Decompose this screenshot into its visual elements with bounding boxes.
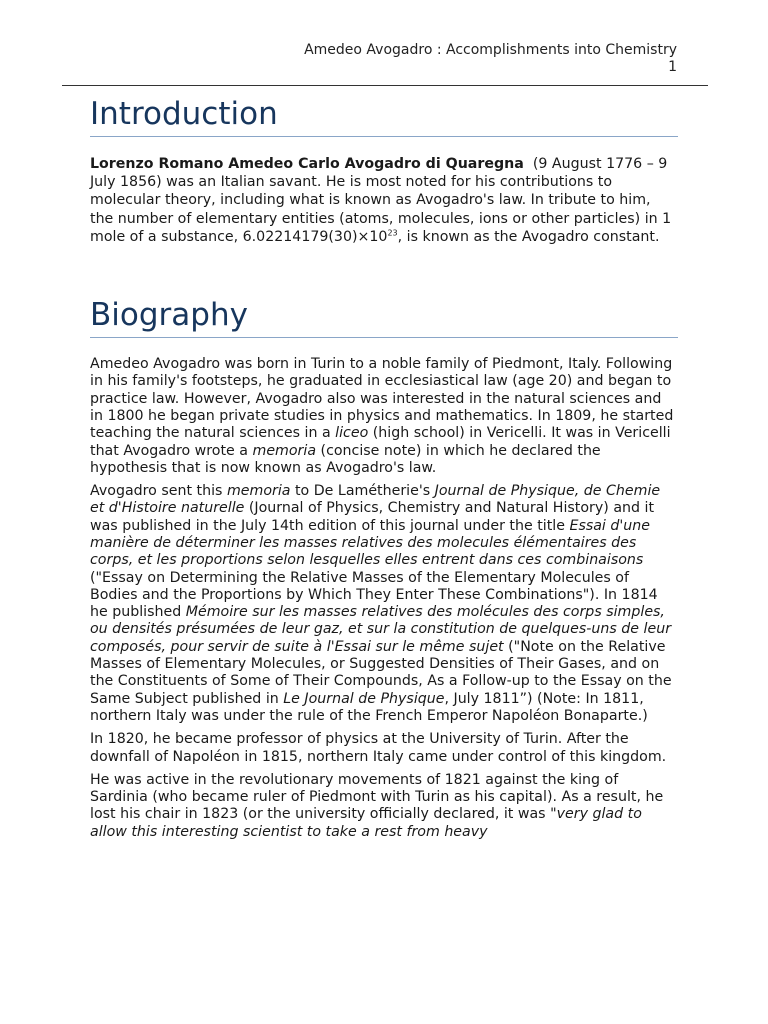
bio-p1-text-a: Amedeo Avogadro was born in Turin to a noble family of Piedmont, Italy. Following in his family's footsteps, he graduated in ecclesiastical law (age 20) and began to practice law. However, Avogadro also was interested in the natural sciences and in 1800 he began private studies in physics and mathematics. In 1809, he started teaching the natural sciences in a	[90, 356, 674, 442]
full-name: Lorenzo Romano Amedeo Carlo Avogadro di Quaregna	[90, 156, 524, 172]
bio-p2-text-f: , July 1811”) (Note: In 1811, northern Italy was under the rule of the French Emperor Napoléon Bonaparte.)	[90, 690, 648, 724]
running-title: Amedeo Avogadro : Accomplishments into Chemistry	[304, 42, 677, 58]
biography-heading: Biography	[90, 297, 678, 338]
intro-text-a: (9 August 1776 – 9 July 1856) was an Italian savant. He is most noted for his contributions to molecular theory, including what is known as Avogadro's law. In tribute to him, the number of elementary entities (atoms, molecules, ions or other particles) in 1 mole of a substance, 6.02214179(30)×10	[90, 156, 672, 245]
bio-p2-text-e: ("Note on the Relative Masses of Elementary Molecules, or Suggested Densities of Their Gases, and on the Constituents of Some of Their Compounds, As a Follow-up to the Essay on the Same Subject published in	[90, 638, 672, 707]
bio-p1-text-c: (concise note) in which he declared the hypothesis that is now known as Avogadro's law.	[90, 442, 601, 476]
bio-p2-text-c: (Journal of Physics, Chemistry and Natural History) and it was published in the July 14th edition of this journal under the title	[90, 500, 655, 534]
bio-p1-liceo: liceo	[335, 425, 369, 442]
biography-paragraph-3: In 1820, he became professor of physics at the University of Turin. After the downfall of Napoléon in 1815, northern Italy came under control of this kingdom.	[90, 731, 667, 765]
bio-p2-text-b: to De Lamétherie's	[290, 483, 435, 500]
header-divider	[62, 85, 708, 86]
bio-p2-memoire-title: Mémoire sur les masses relatives des molécules des corps simples, ou densités présumées de leur gaz, et sur la constitution de quelques-uns de leur composés, pour servir de suite à l'Essai sur le même sujet	[90, 604, 672, 655]
avogadro-exponent: 23	[387, 228, 398, 238]
bio-p2-text-d: ("Essay on Determining the Relative Masses of the Elementary Molecules of Bodies and the Proportions by Which They Enter These Combinations"). In 1814 he published	[90, 569, 658, 621]
bio-p2-memoria: memoria	[226, 483, 291, 500]
biography-paragraph-2	[90, 483, 678, 725]
introduction-paragraph	[90, 155, 678, 246]
running-header	[304, 42, 677, 76]
intro-text-b: , is known as the Avogadro constant.	[397, 228, 660, 245]
document-body	[90, 90, 678, 841]
bio-p4-text-a: He was active in the revolutionary movements of 1821 against the king of Sardinia (who became ruler of Piedmont with Turin as his capital). As a result, he lost his chair in 1823 (or the university officially declared, it was "	[90, 771, 664, 823]
bio-p2-le-journal: Le Journal de Physique	[283, 690, 445, 707]
biography-paragraph-4	[90, 772, 678, 841]
bio-p2-essai-title: Essai d'une manière de déterminer les masses relatives des molecules élémentaires des corps, et les proportions selon lesquelles elles entrent dans ces combinaisons	[90, 517, 650, 569]
bio-p1-text-b: (high school) in Vericelli. It was in Vericelli that Avogadro wrote a	[90, 425, 671, 459]
bio-p1-memoria: memoria	[252, 442, 317, 459]
bio-p2-text-a: Avogadro sent this	[90, 483, 227, 500]
introduction-heading: Introduction	[90, 90, 678, 137]
page-number: 1	[668, 59, 677, 75]
biography-paragraph-1	[90, 356, 678, 477]
bio-p4-quote: very glad to allow this interesting scientist to take a rest from heavy	[90, 806, 642, 840]
bio-p2-journal-title: Journal de Physique, de Chemie et d'Histoire naturelle	[90, 483, 661, 517]
